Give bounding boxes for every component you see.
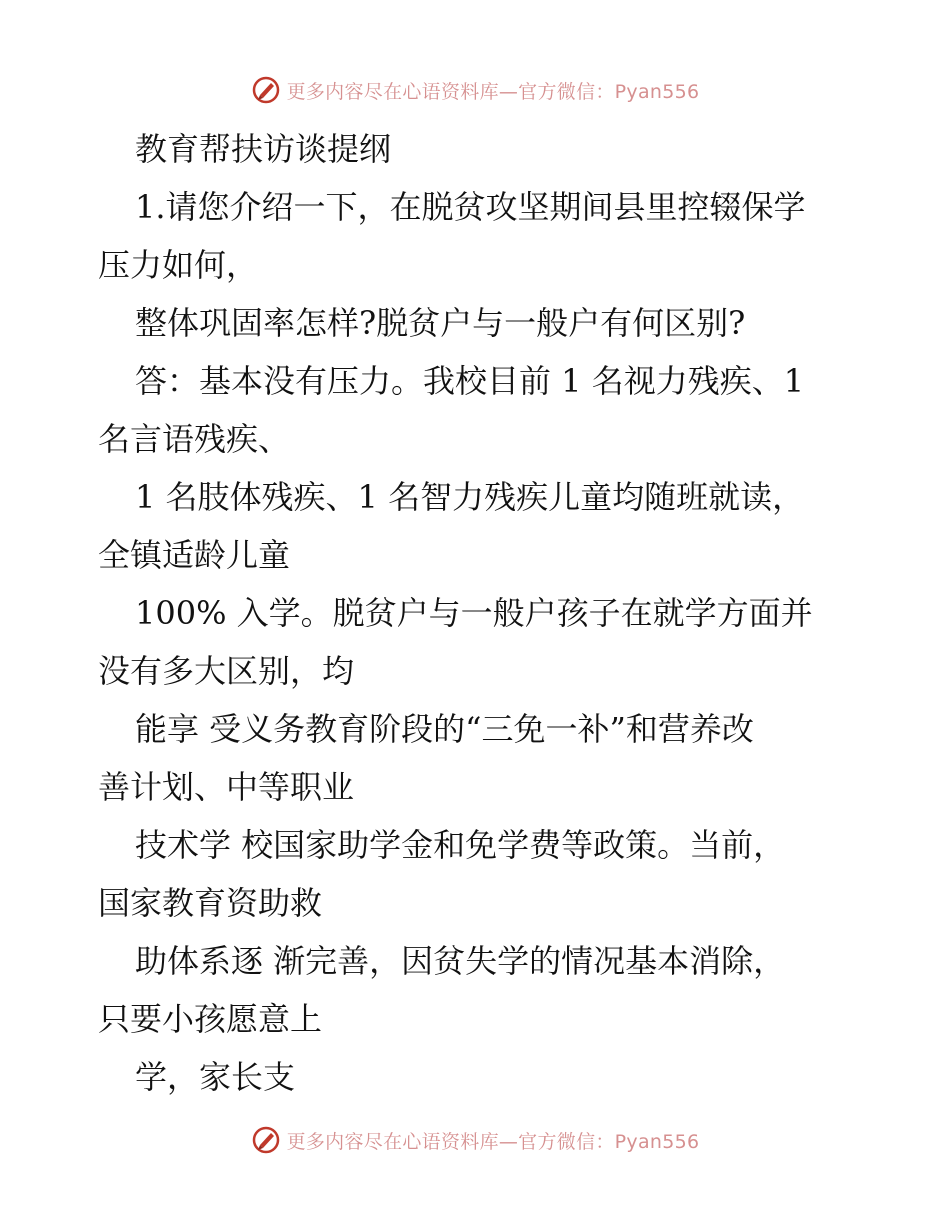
document-body bbox=[98, 120, 858, 1106]
header-watermark bbox=[0, 70, 950, 110]
pen-logo-icon bbox=[251, 1125, 281, 1155]
paragraph-line: 国家教育资助救 bbox=[98, 884, 323, 922]
paragraph-line: 1 名肢体残疾、1 名智力残疾儿童均随班就读， bbox=[135, 478, 805, 516]
paragraph-line: 全镇适龄儿童 bbox=[98, 536, 291, 574]
paragraph-line: 没有多大区别，均 bbox=[98, 652, 355, 690]
footer-watermark bbox=[0, 1120, 950, 1160]
paragraph-line: 1.请您介绍一下，在脱贫攻坚期间县里控辍保学 bbox=[135, 188, 806, 226]
header-watermark-text: 更多内容尽在心语资料库—官方微信：Pyan556 bbox=[286, 80, 700, 103]
paragraph-line: 整体巩固率怎样?脱贫户与一般户有何区别? bbox=[135, 304, 746, 342]
paragraph-line: 技术学 校国家助学金和免学费等政策。当前， bbox=[135, 826, 786, 864]
footer-watermark-text: 更多内容尽在心语资料库—官方微信：Pyan556 bbox=[286, 1130, 700, 1153]
paragraph-line: 名言语残疾、 bbox=[98, 420, 291, 458]
paragraph-line: 只要小孩愿意上 bbox=[98, 1000, 323, 1038]
paragraph-line: 助体系逐 渐完善，因贫失学的情况基本消除， bbox=[135, 942, 786, 980]
paragraph-line: 压力如何， bbox=[98, 246, 259, 284]
paragraph-line: 能享 受义务教育阶段的“三免一补”和营养改 bbox=[135, 710, 754, 748]
pen-logo-icon bbox=[251, 75, 281, 105]
paragraph-line: 100% 入学。脱贫户与一般户孩子在就学方面并 bbox=[135, 594, 813, 632]
paragraph-line: 答：基本没有压力。我校目前 1 名视力残疾、1 bbox=[135, 362, 805, 400]
paragraph-line: 学，家长支 bbox=[135, 1058, 296, 1096]
paragraph-line: 善计划、中等职业 bbox=[98, 768, 355, 806]
document-title: 教育帮扶访谈提纲 bbox=[135, 130, 392, 168]
